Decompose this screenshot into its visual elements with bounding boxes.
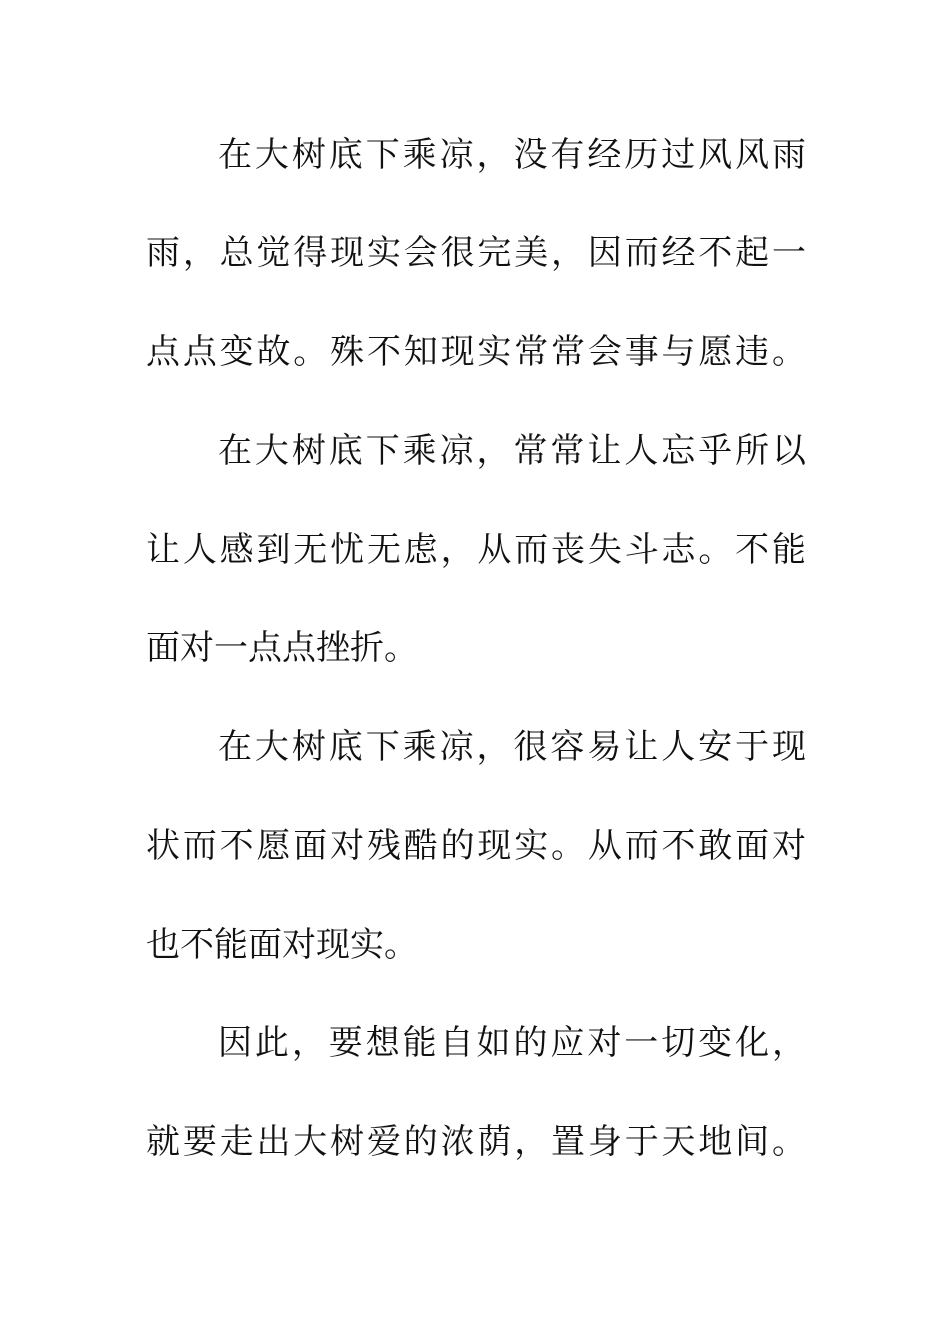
text-line: 因此，要想能自如的应对一切变化，	[218, 1023, 806, 1063]
text-line: 雨，总觉得现实会很完美，因而经不起一	[146, 233, 806, 273]
text-line: 在大树底下乘凉，常常让人忘乎所以	[218, 431, 806, 471]
text-line: 在大树底下乘凉，没有经历过风风雨	[218, 135, 806, 175]
text-line: 状而不愿面对残酷的现实。从而不敢面对	[146, 826, 806, 866]
text-line: 就要走出大树爱的浓荫，置身于天地间。	[146, 1122, 806, 1162]
text-line: 也不能面对现实。	[146, 925, 418, 965]
text-line: 点点变故。殊不知现实常常会事与愿违。	[146, 332, 806, 372]
text-line: 在大树底下乘凉，很容易让人安于现	[218, 727, 806, 767]
text-line: 让人感到无忧无虑，从而丧失斗志。不能	[146, 530, 806, 570]
text-line: 面对一点点挫折。	[146, 628, 418, 668]
